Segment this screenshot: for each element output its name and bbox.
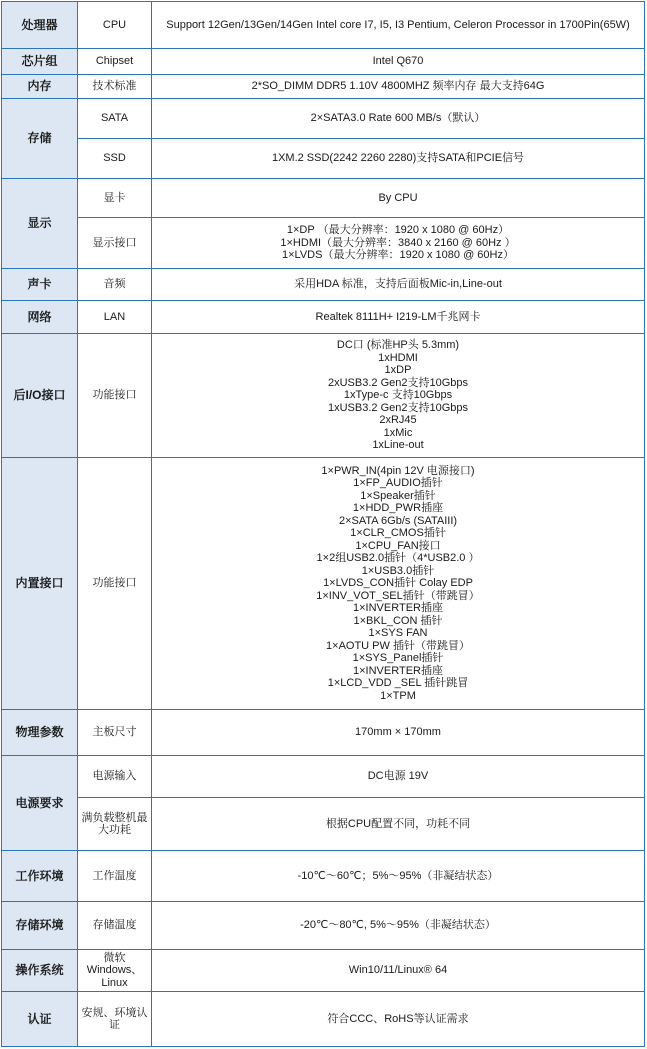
item-cell: SSD: [78, 139, 152, 179]
value-cell: By CPU: [152, 179, 645, 218]
category-cell: 存储环境: [2, 902, 78, 950]
table-row: [2, 179, 645, 218]
table-row: [2, 851, 645, 902]
item-cell: 微软Windows、Linux: [78, 950, 152, 992]
category-cell: 工作环境: [2, 851, 78, 902]
value-cell: DC口 (标准HP头 5.3mm) 1xHDMI 1xDP 2xUSB3.2 Gen2支持10Gbps 1xType-c 支持10Gbps 1xUSB3.2 Gen2支持10Gbps 2xRJ45 1xMic 1xLine-out: [152, 334, 645, 458]
item-cell: SATA: [78, 99, 152, 139]
category-cell: 内置接口: [2, 458, 78, 710]
item-cell: 音频: [78, 269, 152, 301]
value-cell: -20℃～80℃, 5%～95%（非凝结状态）: [152, 902, 645, 950]
item-cell: Chipset: [78, 49, 152, 75]
category-cell: 芯片组: [2, 49, 78, 75]
item-cell: 主板尺寸: [78, 710, 152, 756]
category-cell: 声卡: [2, 269, 78, 301]
table-row: [2, 458, 645, 710]
value-cell: 符合CCC、RoHS等认证需求: [152, 992, 645, 1047]
category-cell: 内存: [2, 75, 78, 99]
value-cell: 2*SO_DIMM DDR5 1.10V 4800MHZ 频率内存 最大支持64G: [152, 75, 645, 99]
table-row: [2, 49, 645, 75]
item-cell: 功能接口: [78, 458, 152, 710]
category-cell: 认证: [2, 992, 78, 1047]
value-cell: -10℃～60℃；5%～95%（非凝结状态）: [152, 851, 645, 902]
item-cell: 技术标准: [78, 75, 152, 99]
item-cell: 电源输入: [78, 756, 152, 798]
value-cell: Realtek 8111H+ I219-LM千兆网卡: [152, 301, 645, 334]
value-cell: 1XM.2 SSD(2242 2260 2280)支持SATA和PCIE信号: [152, 139, 645, 179]
category-cell: 物理参数: [2, 710, 78, 756]
item-cell: 显卡: [78, 179, 152, 218]
table-row: [2, 218, 645, 269]
table-row: [2, 139, 645, 179]
category-cell: 电源要求: [2, 756, 78, 851]
table-row: [2, 710, 645, 756]
category-cell: 存储: [2, 99, 78, 179]
value-cell: DC电源 19V: [152, 756, 645, 798]
category-cell: 处理器: [2, 2, 78, 49]
category-cell: 操作系统: [2, 950, 78, 992]
item-cell: LAN: [78, 301, 152, 334]
value-cell: 170mm × 170mm: [152, 710, 645, 756]
value-cell: 采用HDA 标准，支持后面板Mic-in,Line-out: [152, 269, 645, 301]
item-cell: 显示接口: [78, 218, 152, 269]
table-row: [2, 950, 645, 992]
table-row: [2, 301, 645, 334]
value-cell: 1×DP （最大分辨率：1920 x 1080 @ 60Hz） 1×HDMI（最大分辨率：3840 x 2160 @ 60Hz ） 1×LVDS（最大分辨率：1920 x 1080 @ 60Hz）: [152, 218, 645, 269]
value-cell: Intel Q670: [152, 49, 645, 75]
item-cell: 安规、环境认证: [78, 992, 152, 1047]
table-row: [2, 756, 645, 798]
item-cell: CPU: [78, 2, 152, 49]
value-cell: 1×PWR_IN(4pin 12V 电源接口) 1×FP_AUDIO插针 1×Speaker插针 1×HDD_PWR插座 2×SATA 6Gb/s (SATAIII) 1×CLR_CMOS插针 1×CPU_FAN接口 1×2组USB2.0插针（4*USB2.0 ） 1×USB3.0插针 1×LVDS_CON插针 Colay EDP 1×INV_VOT_SEL插针（带跳冒） 1×INVERTER插座 1×BKL_CON 插针 1×SYS FAN 1×AOTU PW 插针（带跳冒） 1×SYS_Panel插针 1×INVERTER插座 1×LCD_VDD _SEL 插针跳冒 1×TPM: [152, 458, 645, 710]
category-cell: 后I/O接口: [2, 334, 78, 458]
value-cell: Win10/11/Linux® 64: [152, 950, 645, 992]
table-row: [2, 269, 645, 301]
value-cell: Support 12Gen/13Gen/14Gen Intel core I7, I5, I3 Pentium, Celeron Processor in 1700Pin(65W): [152, 2, 645, 49]
value-cell: 根据CPU配置不同，功耗不同: [152, 798, 645, 851]
spec-table: [1, 1, 645, 1047]
table-row: [2, 99, 645, 139]
item-cell: 工作温度: [78, 851, 152, 902]
item-cell: 满负载整机最大功耗: [78, 798, 152, 851]
table-row: [2, 334, 645, 458]
table-row: [2, 992, 645, 1047]
table-row: [2, 902, 645, 950]
item-cell: 功能接口: [78, 334, 152, 458]
value-cell: 2×SATA3.0 Rate 600 MB/s（默认）: [152, 99, 645, 139]
table-row: [2, 798, 645, 851]
table-row: [2, 75, 645, 99]
category-cell: 显示: [2, 179, 78, 269]
table-row: [2, 2, 645, 49]
item-cell: 存储温度: [78, 902, 152, 950]
category-cell: 网络: [2, 301, 78, 334]
